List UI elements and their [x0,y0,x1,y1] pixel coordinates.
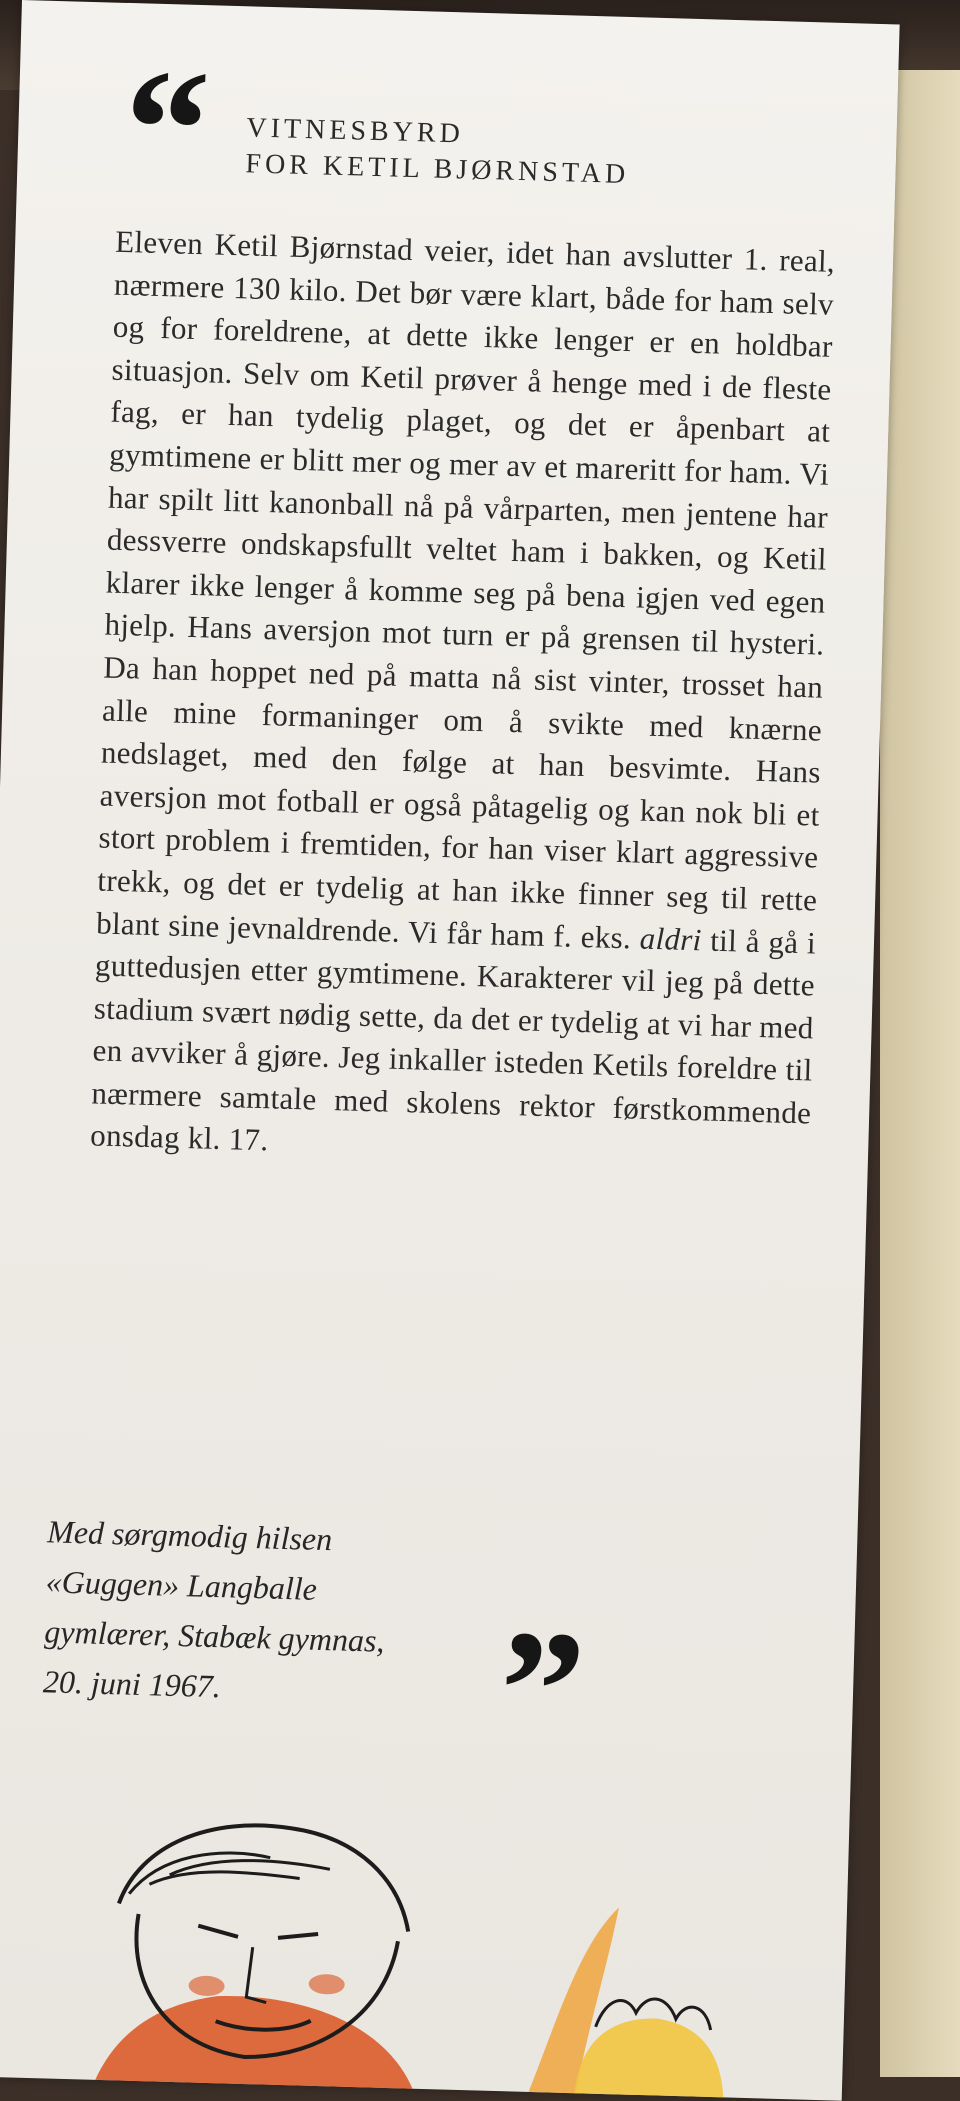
face-drawing [0,1779,850,2100]
testimony-text-part-1: Eleven Ketil Bjørnstad veier, idet han avslutter 1. real, nærmere 130 kilo. Det bør være klart, både for ham selv og for foreldrene, at dette ikke lenger er en holdbar situasjon. Selv om Ketil prøver å henge med i de fleste fag, er han tydelig plaget, og det er åpenbart at gymtimene er blitt mer og mer av et mareritt for ham. Vi har spilt litt kanonball nå på vårparten, men jentene har dessverre ondskapsfullt veltet ham i bakken, og Ketil klarer ikke lenger å komme seg på bena igjen ved egen hjelp. Hans aversjon mot turn er på grensen til hysteri. Da han hoppet ned på matta nå sist vinter, trosset han alle mine formaninger om å svikte med knærne nedslaget, med den følge at han besvimte. Hans aversjon mot fotball er også påtagelig og kan nok bli et stort problem i fremtiden, for han viser klart aggressive trekk, og det er tydelig at han ikke finner seg til rette blant sine jevnaldrende. Vi får ham f. eks. [95,223,836,956]
testimony-text [90,221,836,1178]
drawing-hair-outline [118,1822,411,1932]
testimony-text-part-2: til å gå i guttedusjen etter gymtimene. Karakterer vil jeg på dette stadium svært nødig sette, da det er tydelig at vi har med en avviker å gjøre. Jeg inkaller isteden Ketils foreldre til nærmere samtale med skolens rektor førstkommende onsdag kl. 17. [89,921,817,1158]
testimony-emphasis: aldri [639,920,703,957]
drawing-hair-strokes [129,1850,330,1899]
drawing-nose [246,1947,268,2003]
signature-line-2: «Guggen» Langballe [45,1563,318,1607]
drawing-yellow-shape [573,2016,725,2100]
background-book-edge [880,70,960,2077]
drawing-eyebrows [198,1926,318,1939]
drawing-cheek-left [188,1975,225,1996]
closing-quote-mark: ” [497,1595,588,1786]
heading-line-1: VITNESBYRD [246,112,465,150]
signature-line-4: 20. juni 1967. [42,1663,222,1705]
heading [245,110,807,198]
opening-quote-mark: “ [121,33,213,225]
signature-line-1: Med sørgmodig hilsen [46,1513,333,1558]
signature-line-3: gymlærer, Stabæk gymnas, [43,1613,385,1659]
drawing-cheek-right [308,1974,345,1995]
heading-line-2: FOR KETIL BJØRNSTAD [245,148,630,191]
